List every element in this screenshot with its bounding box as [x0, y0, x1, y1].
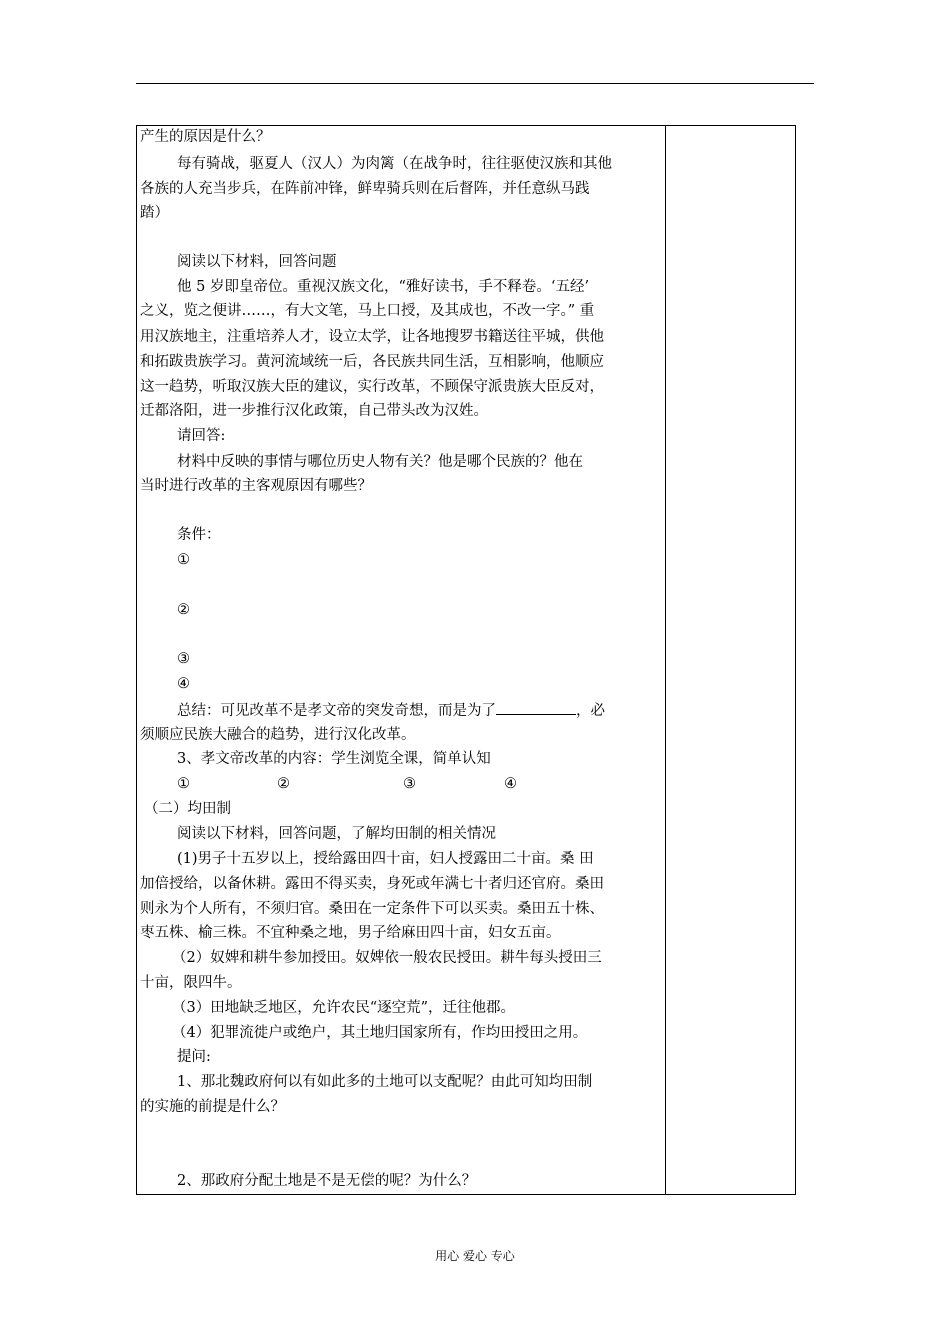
text-line: (1)男子十五岁以上，授给露田四十亩，妇人授露田二十亩。桑 田	[177, 851, 594, 867]
text-line: 须顺应民族大融合的趋势，进行汉化改革。	[140, 727, 416, 743]
text-line: 每有骑战，驱夏人（汉人）为肉篱（在战争时，往往驱使汉族和其他	[177, 156, 612, 172]
text-line: （3）田地缺乏地区，允许农民“逐空荒”，迁往他郡。	[172, 1000, 516, 1016]
text-line: ③	[177, 651, 190, 667]
text-line: 踏）	[140, 205, 169, 221]
text-line: 枣五株、榆三株。不宜种桑之地，男子给麻田四十亩，妇女五亩。	[140, 925, 561, 941]
text-line: 则永为个人所有，不须归官。桑田在一定条件下可以买卖。桑田五十株、	[140, 901, 604, 917]
text-line: 请回答:	[177, 428, 226, 444]
text-line: 条件：	[177, 527, 221, 543]
item-marker: ③	[403, 776, 416, 792]
text-line: 3、孝文帝改革的内容：学生浏览全课，简单认知	[177, 751, 491, 767]
text-line: ④	[177, 676, 190, 692]
summary-text: 总结：可见改革不是孝文帝的突发奇想，而是为了	[177, 703, 496, 719]
fill-in-blank[interactable]	[496, 700, 576, 715]
text-line	[177, 700, 605, 721]
text-line: 他 5 岁即皇帝位。重视汉族文化，“雅好读书，手不释卷。‘五经’	[177, 279, 590, 295]
text-line: 当时进行改革的主客观原因有哪些？	[140, 478, 372, 494]
text-line: （2）奴婢和耕牛参加授田。奴婢依一般农民授田。耕牛每头授田三	[172, 950, 602, 966]
section-heading: （二）均田制	[144, 801, 231, 817]
text-line: （4）犯罪流徙户或绝户，其土地归国家所有，作均田授田之用。	[172, 1025, 588, 1041]
text-line: ②	[177, 602, 190, 618]
text-line: ①	[177, 552, 190, 568]
item-marker: ②	[277, 776, 290, 792]
text-line: 十亩，限四牛。	[140, 975, 242, 991]
page-footer: 用心 爱心 专心	[435, 1249, 515, 1263]
text-line: 用汉族地主，注重培养人才，设立太学，让各地搜罗书籍送往平城，供他	[140, 329, 604, 345]
text-line: 加倍授给，以备休耕。露田不得买卖，身死或年满七十者归还官府。桑田	[140, 876, 604, 892]
text-line: 这一趋势，听取汉族大臣的建议，实行改革，不顾保守派贵族大臣反对，	[140, 379, 604, 395]
text-line: 1、那北魏政府何以有如此多的土地可以支配呢？由此可知均田制	[177, 1074, 593, 1090]
text-line: 的实施的前提是什么？	[140, 1099, 285, 1115]
text-line: 各族的人充当步兵，在阵前冲锋，鲜卑骑兵则在后督阵，并任意纵马践	[140, 181, 590, 197]
text-line: 阅读以下材料，回答问题，了解均田制的相关情况	[177, 826, 496, 842]
text-line: 提问:	[177, 1049, 211, 1065]
text-line: 2、那政府分配土地是不是无偿的呢？为什么？	[177, 1173, 477, 1189]
text-line: 材料中反映的事情与哪位历史人物有关？他是哪个民族的？他在	[177, 454, 583, 470]
column-divider	[665, 125, 666, 1195]
text-line: 之义，览之便讲……，有大文笔，马上口授，及其成也，不改一字。” 重	[140, 303, 595, 319]
text-line: 产生的原因是什么？	[140, 129, 271, 145]
item-marker: ①	[177, 776, 190, 792]
item-marker: ④	[504, 776, 517, 792]
text-line: 阅读以下材料，回答问题	[177, 254, 337, 270]
summary-tail: ，必	[576, 703, 605, 719]
text-line: 和拓跋贵族学习。黄河流域统一后，各民族共同生活，互相影响，他顺应	[140, 354, 604, 370]
main-column	[140, 0, 658, 1200]
text-line: 迁都洛阳，进一步推行汉化政策，自己带头改为汉姓。	[140, 403, 488, 419]
